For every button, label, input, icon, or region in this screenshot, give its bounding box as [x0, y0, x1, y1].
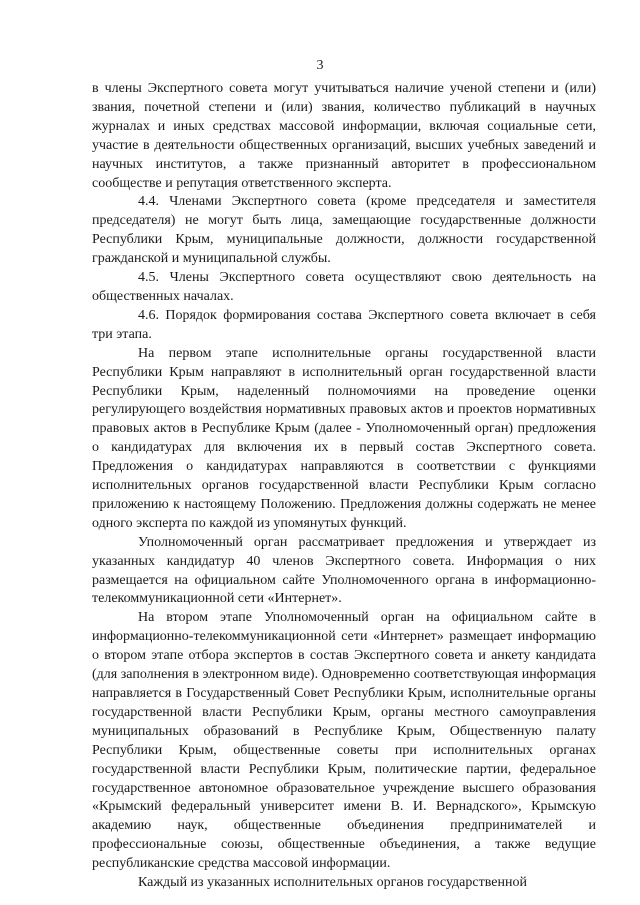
paragraph-second-stage: На втором этапе Уполномоченный орган на официальном сайте в информационно-телекоммуникационной сети «Интернет» размещает информацию о втором этапе отбора экспертов в состав Экспертного совета и анкету кандидата (для заполнения в электронном виде). Одновременно соответствующая информация направляется в Государственный Совет Республики Крым, исполнительные органы государственной власти Республики Крым, органы местного самоуправления муниципальных образований в Республике Крым, Общественную палату Республики Крым, общественные советы при исполнительных органах государственной власти Республики Крым, политические партии, федеральное государственное автономное образовательное учреждение высшего образования «Крымский федеральный университет имени В. И. Вернадского», Крымскую академию наук, общественные объединения предпринимателей и профессиональные союзы, общественные объединения, а также ведущие республиканские средства массовой информации.	[92, 610, 596, 872]
paragraph-4-6: 4.6. Порядок формирования состава Экспертного совета включает в себя три этапа.	[92, 307, 596, 342]
paragraph-authorized-body: Уполномоченный орган рассматривает предложения и утверждает из указанных кандидатур 40 членов Экспертного совета. Информация о них размещается на официальном сайте Уполномоченного органа в информационно-телекоммуникационной сети «Интернет».	[92, 534, 596, 607]
paragraph-each-body: Каждый из указанных исполнительных органов государственной	[138, 875, 527, 891]
document-body	[92, 80, 596, 893]
page-number: 3	[316, 58, 324, 73]
paragraph-first-stage: На первом этапе исполнительные органы государственной власти Республики Крым направляют в исполнительный орган государственной власти Республики Крым, наделенный полномочиями на проведение оценки регулирующего воздействия нормативных правовых актов и проектов нормативных правовых актов в Республике Крым (далее - Уполномоченный орган) предложения о кандидатурах для включения их в первый состав Экспертного совета. Предложения о кандидатурах направляются в соответствии с функциями исполнительных органов государственной власти Республики Крым согласно приложению к настоящему Положению. Предложения должны содержать не менее одного эксперта по каждой из упомянутых функций.	[92, 345, 596, 531]
paragraph-4-5: 4.5. Члены Экспертного совета осуществляют свою деятельность на общественных началах.	[92, 270, 596, 304]
paragraph-4-4: 4.4. Членами Экспертного совета (кроме председателя и заместителя председателя) не могут быть лица, замещающие государственные должности Республики Крым, муниципальные должности, должности государственной гражданской и муниципальной службы.	[92, 194, 596, 267]
paragraph-continuation: в члены Экспертного совета могут учитываться наличие ученой степени и (или) звания, почетной степени и (или) звания, количество публикаций в научных журналах и иных средствах массовой информации, включая социальные сети, участие в деятельности общественных организаций, высших учебных заведений и научных институтов, а также признанный авторитет в профессиональном сообществе и репутация ответственного эксперта.	[92, 81, 596, 191]
